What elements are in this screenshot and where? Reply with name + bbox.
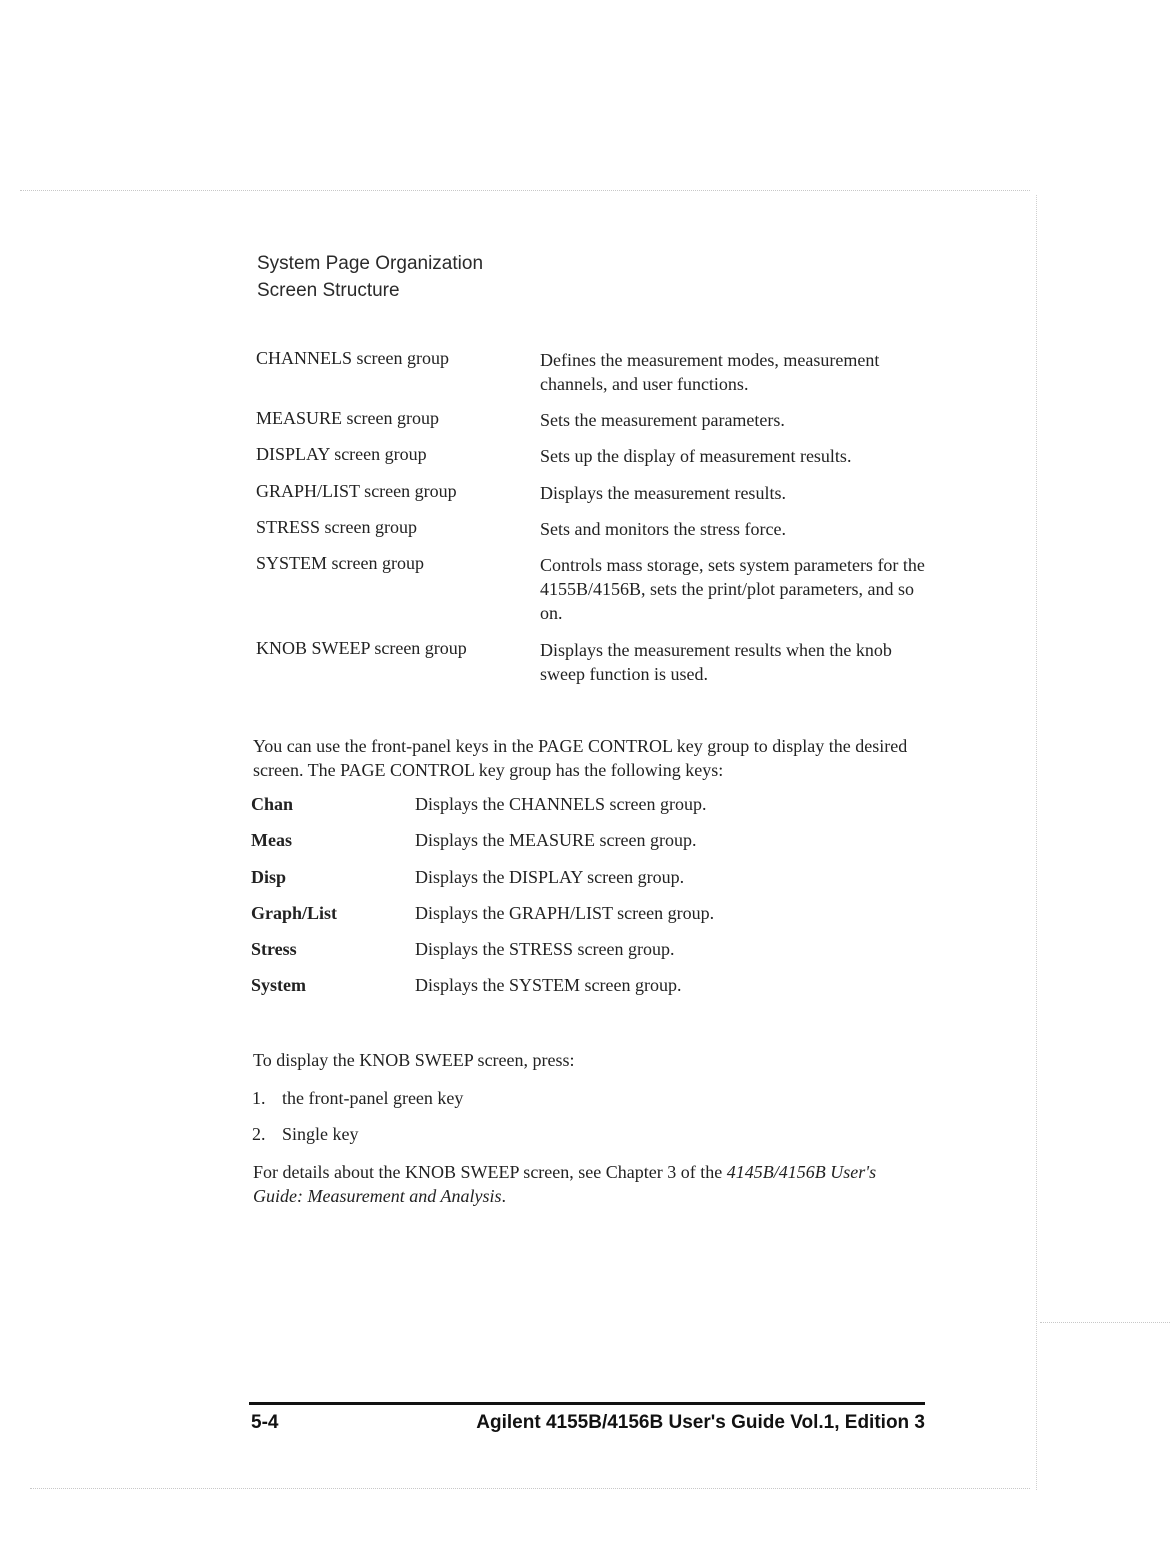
step-number: 1. — [252, 1088, 266, 1108]
key-description: Displays the SYSTEM screen group. — [415, 975, 682, 995]
screen-group-description: Sets the measurement parameters. — [540, 410, 785, 430]
screen-group-description: Displays the measurement results. — [540, 483, 786, 503]
section-title: System Page Organization — [257, 253, 484, 274]
key-row — [251, 903, 851, 927]
key-description: Displays the DISPLAY screen group. — [415, 867, 685, 887]
screen-group-name: GRAPH/LIST screen group — [256, 481, 457, 501]
scan-border-right — [1036, 195, 1037, 1490]
screen-group-description: Displays the measurement results when the knob sweep function is used. — [540, 640, 892, 684]
key-description: Displays the CHANNELS screen group. — [415, 794, 707, 814]
details-suffix: . — [501, 1186, 506, 1206]
key-name: Stress — [251, 939, 297, 959]
page-number: 5-4 — [251, 1412, 279, 1433]
screen-group-description: Sets up the display of measurement results. — [540, 446, 852, 466]
screen-group-name: SYSTEM screen group — [256, 553, 424, 573]
screen-group-name: MEASURE screen group — [256, 408, 439, 428]
manual-title: Agilent 4155B/4156B User's Guide Vol.1, Edition 3 — [476, 1412, 925, 1433]
key-row — [251, 867, 851, 891]
subsection-title: Screen Structure — [257, 280, 400, 301]
screen-group-name: STRESS screen group — [256, 517, 417, 537]
key-name: Meas — [251, 830, 292, 850]
key-name: Graph/List — [251, 903, 338, 923]
screen-group-name: DISPLAY screen group — [256, 444, 427, 464]
list-item — [252, 1088, 463, 1109]
step-number: 2. — [252, 1124, 266, 1144]
details-paragraph — [253, 1160, 913, 1208]
key-name: System — [251, 975, 306, 995]
screen-group-name: KNOB SWEEP screen group — [256, 638, 467, 658]
key-description: Displays the STRESS screen group. — [415, 939, 675, 959]
key-row — [251, 939, 851, 963]
key-row — [251, 830, 851, 854]
screen-group-description: Sets and monitors the stress force. — [540, 519, 786, 539]
screen-group-name: CHANNELS screen group — [256, 348, 449, 368]
footer-rule — [249, 1402, 925, 1405]
key-description: Displays the MEASURE screen group. — [415, 830, 697, 850]
screen-group-description: Controls mass storage, sets system parameters for the 4155B/4156B, sets the print/plot parameters, and so on. — [540, 555, 925, 623]
knob-sweep-intro: To display the KNOB SWEEP screen, press: — [253, 1050, 575, 1070]
scan-border-top — [20, 190, 1030, 191]
referenced-manual-title: 4145B/4156B User's Guide: Measurement and Analysis — [253, 1162, 877, 1206]
scan-mark-right — [1040, 1322, 1170, 1323]
step-text: Single key — [282, 1124, 359, 1144]
page-control-intro: You can use the front-panel keys in the PAGE CONTROL key group to display the desired screen. The PAGE CONTROL key group has the following keys: — [253, 736, 908, 780]
details-prefix: For details about the KNOB SWEEP screen, see Chapter 3 of the — [253, 1162, 727, 1182]
key-row — [251, 975, 851, 999]
step-text: the front-panel green key — [282, 1088, 464, 1108]
screen-group-description: Defines the measurement modes, measurement channels, and user functions. — [540, 350, 880, 394]
key-row — [251, 794, 851, 818]
key-name: Disp — [251, 867, 287, 887]
page-header — [257, 250, 483, 304]
key-name: Chan — [251, 794, 294, 814]
scan-border-bottom — [30, 1488, 1030, 1489]
key-description: Displays the GRAPH/LIST screen group. — [415, 903, 715, 923]
list-item — [252, 1124, 359, 1145]
